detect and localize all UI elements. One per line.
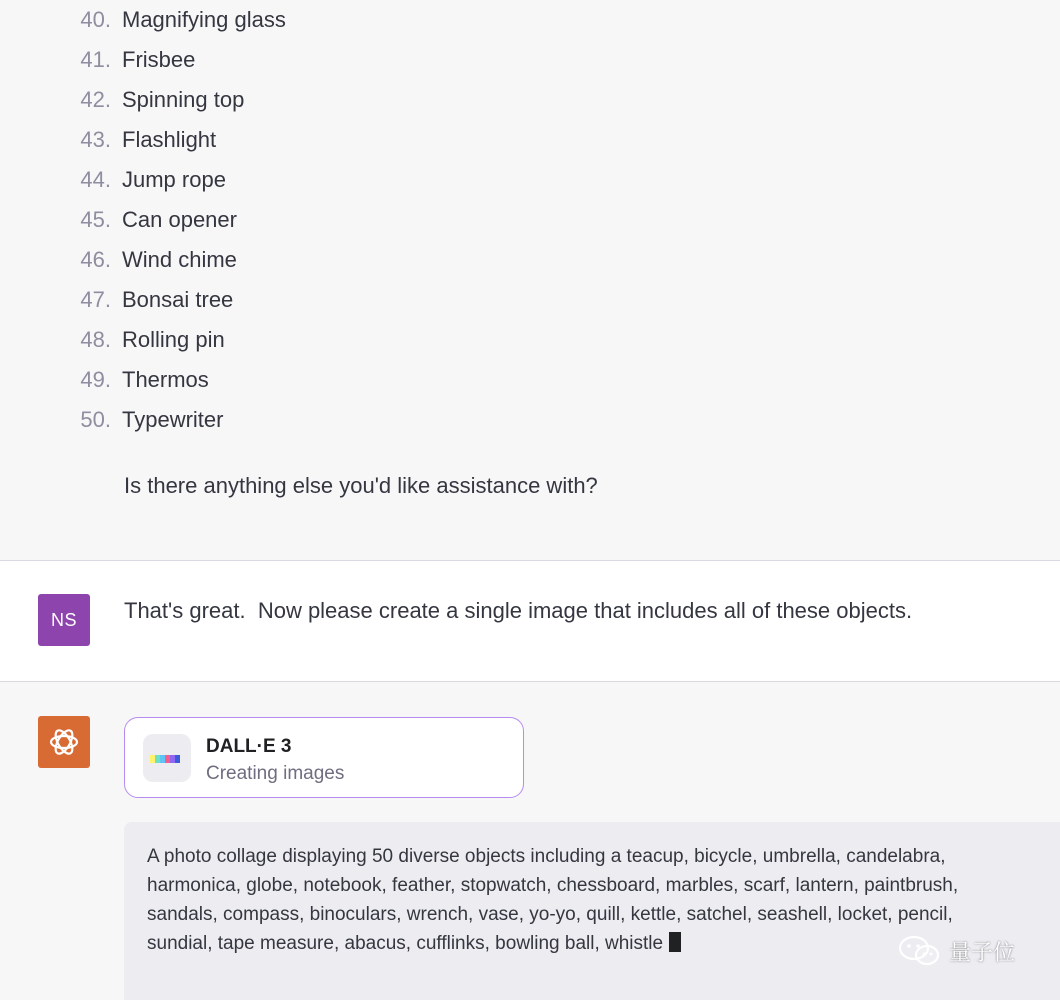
list-number: 46. xyxy=(80,247,111,272)
prompt-text-container xyxy=(147,842,1017,958)
list-number: 40. xyxy=(80,7,111,32)
list-item xyxy=(0,80,600,120)
list-number: 48. xyxy=(80,327,111,352)
list-item xyxy=(0,240,600,280)
tool-title: DALL·E 3 xyxy=(206,736,292,757)
prompt-text: A photo collage displaying 50 diverse objects including a teacup, bicycle, umbrella, candelabra, harmonica, globe, notebook, feather, stopwatch, chessboard, marbles, scarf, lantern, paintbrush, sandals, compass, binoculars, wrench, vase, yo-yo, quill, kettle, satchel, seashell, locket, pencil, sundial, tape measure, abacus, cufflinks, bowling ball, whistle xyxy=(147,846,959,954)
user-avatar: NS xyxy=(38,594,90,646)
list-number: 43. xyxy=(80,127,111,152)
list-number: 41. xyxy=(80,47,111,72)
list-text: Can opener xyxy=(122,207,237,232)
user-message-text: That's great. Now please create a single image that includes all of these objects. xyxy=(124,598,913,623)
list-item xyxy=(0,120,600,160)
list-number: 42. xyxy=(80,87,111,112)
list-number: 45. xyxy=(80,207,111,232)
watermark xyxy=(897,934,1015,968)
list-number: 49. xyxy=(80,367,111,392)
list-number: 47. xyxy=(80,287,111,312)
prompt-box xyxy=(124,822,1060,1000)
list-item xyxy=(0,400,600,440)
openai-knot-icon xyxy=(47,725,81,759)
list-text: Bonsai tree xyxy=(122,287,234,312)
dalle-color-bar-icon xyxy=(143,734,191,782)
list-item xyxy=(0,320,600,360)
list-number: 50. xyxy=(80,407,111,432)
list-item xyxy=(0,40,600,80)
list-text: Frisbee xyxy=(122,47,196,72)
list-text: Wind chime xyxy=(122,247,237,272)
list-text: Flashlight xyxy=(122,127,217,152)
list-item xyxy=(0,280,600,320)
wechat-icon xyxy=(897,934,941,968)
list-item xyxy=(0,160,600,200)
list-number: 44. xyxy=(80,167,111,192)
dalle-tool-card[interactable] xyxy=(124,717,524,798)
list-text: Typewriter xyxy=(122,407,224,432)
list-item xyxy=(0,360,600,400)
typing-cursor xyxy=(669,932,681,952)
list-text: Jump rope xyxy=(122,167,226,192)
list-text: Thermos xyxy=(122,367,209,392)
list-item xyxy=(0,0,600,40)
tool-status: Creating images xyxy=(206,763,345,784)
watermark-label: 量子位 xyxy=(949,939,1016,965)
list-text: Magnifying glass xyxy=(122,7,286,32)
list-item xyxy=(0,200,600,240)
assistant-closing-text: Is there anything else you'd like assistance with? xyxy=(124,473,598,498)
list-text: Spinning top xyxy=(122,87,245,112)
list-text: Rolling pin xyxy=(122,327,225,352)
chatgpt-logo-icon xyxy=(38,716,90,768)
